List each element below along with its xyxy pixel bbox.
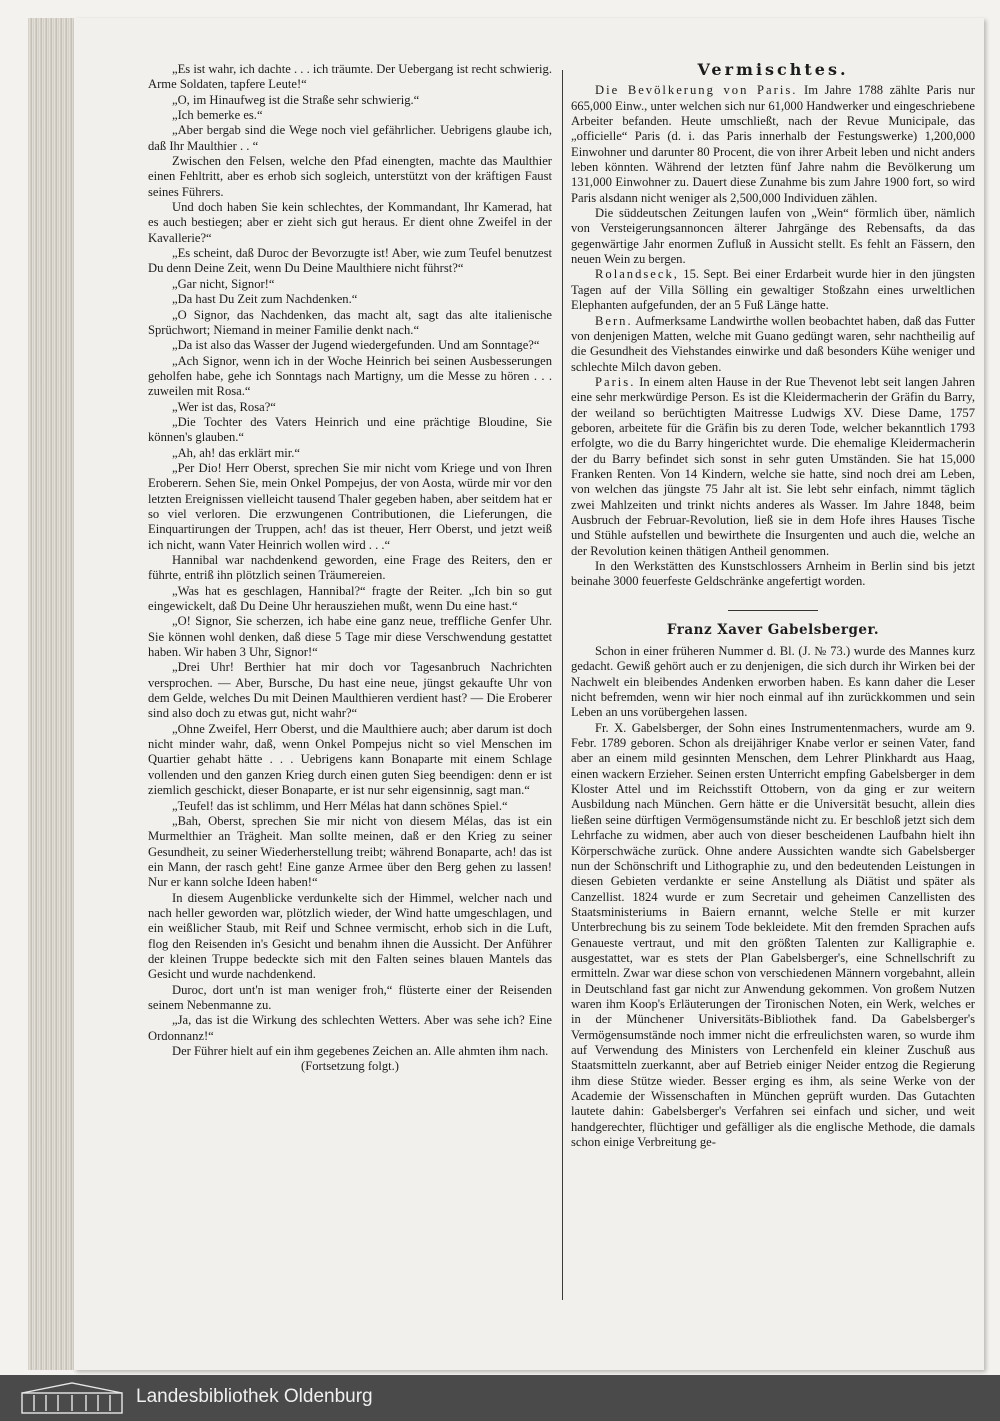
story-paragraph: Und doch haben Sie kein schlechtes, der Kommandant, Ihr Kamerad, hat es auch bestiegen; aber er zieht sich gut heraus. Er dient ohne Zweifel in der Kavallerie?“ bbox=[148, 200, 552, 245]
news-item-text: Die süddeutschen Zeitungen laufen von „Wein“ förmlich über, nämlich von Versteigerungsannoncen älterer Jahrgänge des Rebensafts, da das gegenwärtige Jahr enormen Zufluß in Aussicht stellt. Es fehlt an Fässern, den neuen Wein zu bergen. bbox=[571, 206, 975, 267]
library-building-icon bbox=[20, 1381, 124, 1415]
news-item bbox=[571, 375, 975, 559]
footer-bar bbox=[0, 1375, 1000, 1421]
story-paragraph: „Gar nicht, Signor!“ bbox=[172, 276, 275, 291]
story-paragraph: „Ah, ah! das erklärt mir.“ bbox=[172, 445, 300, 460]
column-divider bbox=[562, 70, 563, 1300]
story-paragraph: „Bah, Oberst, sprechen Sie mir nicht von diesem Mélas, das ist ein Murmelthier an Trägheit. Man sollte meinen, daß er den Krieg zu seiner Gesundheit, zu seiner Wiederherstellung treibt; während Bonaparte, ach! das ist ein Mann, der rasch geht! Eine ganze Armee über den Berg gehen zu lassen! Nur er kann solche Ideen haben!“ bbox=[148, 813, 552, 890]
news-item-text: In einem alten Hause in der Rue Thevenot lebt seit langen Jahren eine sehr merkwürdige Person. Es ist die Kleidermacherin der Gräfin du Barry, der weiland so berüchtigten Maitresse Ludwigs XV. Diese Dame, 1757 geboren, arbeitete für die Gräfin bis zu deren Tode, welcher bekanntlich 1793 erfolgte, wo die du Barry hingerichtet wurde. Die ehemalige Kleidermacherin der du Barry befindet sich sonst in sehr guten Umständen. Sie hat 15,000 Franken Renten. Von 14 Kindern, welche sie hatte, sind noch drei am Leben, von welchen das jüngste 75 Jahr alt ist. Sie lebt sehr einfach, nimmt täglich zwei Mahlzeiten und trinkt nichts anderes als Wasser. Im Jahre 1848, beim Ausbruch der Februar-Revolution, ließ sie in dem Hofe ihres Hauses Tische und Stühle aufstellen und bewirthete die Insurgenten und auch die, welche an der Revolution keinen thätigen Antheil genommen. bbox=[571, 374, 975, 558]
right-column bbox=[571, 62, 975, 1150]
story-paragraph: „Teufel! das ist schlimm, und Herr Mélas hat dann schönes Spiel.“ bbox=[172, 798, 508, 813]
news-item-lead: Die Bevölkerung von Paris. bbox=[595, 83, 798, 98]
story-paragraph: „Ich bemerke es.“ bbox=[172, 108, 263, 123]
section-separator bbox=[728, 610, 818, 611]
story-paragraph: Der Führer hielt auf ein ihm gegebenes Zeichen an. Alle ahmten ihm nach. bbox=[172, 1044, 549, 1058]
book-page-edges bbox=[28, 18, 75, 1370]
article-title: Franz Xaver Gabelsberger. bbox=[666, 621, 880, 638]
library-name: Landesbibliothek Oldenburg bbox=[136, 1386, 373, 1407]
article-body bbox=[571, 644, 975, 1150]
news-item-lead: Rolandseck, bbox=[595, 267, 679, 282]
story-paragraph: „Die Tochter des Vaters Heinrich und eine prächtige Bloudine, Sie können's glauben.“ bbox=[148, 414, 552, 445]
news-item bbox=[571, 559, 975, 590]
story-paragraph: Duroc, dort unt'n ist man weniger froh,“ flüsterte einer der Reisenden seinem Nebenmanne zu. bbox=[148, 982, 552, 1012]
news-item-text: Aufmerksame Landwirthe wollen beobachtet haben, daß das Futter von denjenigen Matten, welche mit Guano gedüngt waren, sehr nachtheilig auf die Gesundheit des Viehstandes einwirke und daß besonders Kühe weniger und schlechte Milch davon geben. bbox=[571, 313, 975, 374]
news-item-text: Im Jahre 1788 zählte Paris nur 665,000 Einw., unter welchen sich nur 61,000 Handwerker und eingeschriebene Arbeiter befanden. Heute umschließt, nach der Revue Municipale, das „officielle“ Paris (d. i. das Paris innerhalb der Festungswerke) 1,200,000 Einwohner und darunter 80 Procent, die von ihrer Arbeit leben und nicht anders leben könnten. Während der letzten fünf Jahre nahm die Bevölkerung um 131,000 Einwohner zu. Dauert diese Zunahme bis zum Jahre 1900 fort, so wird Paris alsdann nicht weniger als 2,500,000 Individuen zählen. bbox=[571, 83, 975, 205]
article-paragraph: Fr. X. Gabelsberger, der Sohn eines Instrumentenmachers, wurde am 9. Febr. 1789 geboren. Schon als dreijähriger Knabe verlor er seinen Vater, fand aber an einem mild gesinnten Menschen, dem Lehrer Plinkhardt aus Haag, einen wackern Erzieher. Seinen ersten Unterricht empfing Gabelsberger in dem Kloster Attel und im Reichsstift Ottobern, von da ging er zur weitern Ausbildung nach München. Gern hätte er die Universität besucht, allein dies ließen seine dürftigen Vermögensumstände nicht zu. Er beschloß jetzt sich dem Lehrfache zu widmen, aber auch von dieser bescheidenen Laufbahn hielt ihn Körperschwäche zurück. Ohne andere Aussichten wandte sich Gabelsberger nun der Schönschrift und Lithographie zu, und den bedeutenden Leistungen in diesen Gebieten verdankte er seine Anstellung als Diätist und später als Canzellist. 1824 wurde er zum Secretair und geheimen Canzellisten des Staatsministeriums in Baiern ernannt, welche Stelle er mit kurzer Unterbrechung bis zu seinem Tode bekleidete. Mit den fremden Sprachen aufs Genaueste vertraut, und mit den größten Talenten zur Kalligraphie e. ausgestattet, war es stets der Plan Gabelsberger's, eine Schnellschrift zu ermitteln. Zwar war diese schon von verschiedenen Männern vorgebahnt, allein in Deutschland fast gar nicht zur Anwendung gekommen. Von großem Nutzen waren ihm Koop's Erläuterungen der Tironischen Noten, ein Werk, welches er in der Münchener Universitäts-Bibliothek fand. Da Gabelsberger's Vermögensumstände noch immer nicht die erfreulichsten waren, so wurde ihm auf Verwendung des Ministers von Lerchenfeld ein kleiner Zuschuß aus Staatsmitteln zuerkannt, aber auf Betrieb einiger Neider entzog die Regierung ihm diese Stütze wieder. Besser erging es ihm, als seine Werke von der Academie der Wissenschaften in München geprüft wurden. Das Gutachten lautete dahin: Gabelsberger's Verfahren sei einfach und sicher, und weit handgerechter, flüchtiger und gefälliger als die englische Methode, die damals schon einige Verbreitung ge- bbox=[571, 720, 975, 1150]
news-item-text: In den Werkstätten des Kunstschlossers Arnheim in Berlin sind bis jetzt beinahe 3000 feuerfeste Geldschränke angefertigt worden. bbox=[571, 559, 975, 589]
story-paragraph: „Per Dio! Herr Oberst, sprechen Sie mir nicht vom Kriege und von Ihren Eroberern. Sehen Sie, mein Onkel Pompejus, der von Aosta, würde mir vor den letzten Ereignissen vielleicht tausend Thaler gegeben haben, aber seitdem hat er so viel verloren. Die erzwungenen Contributionen, die Lieferungen, die Einquartirungen der Truppen, ach! das ist theuer, Herr Oberst, und jetzt weiß ich nicht, wann Vater Heinrich wollen wird . . .“ bbox=[148, 460, 552, 552]
story-paragraph: „Aber bergab sind die Wege noch viel gefährlicher. Uebrigens glaube ich, daß Ihr Maulthier . . “ bbox=[148, 123, 552, 153]
news-item bbox=[571, 314, 975, 375]
news-item-text: 15. Sept. Bei einer Erdarbeit wurde hier in den jüngsten Tagen auf der Villa Sölling ein gewaltiger Stoßzahn eines urweltlichen Elephanten aufgefunden, der an 5 Fuß Länge hatte. bbox=[571, 267, 975, 313]
news-item bbox=[571, 83, 975, 206]
story-paragraph: Hannibal war nachdenkend geworden, eine Frage des Reiters, den er führte, entriß ihn plötzlich seinen Träumereien. bbox=[148, 553, 552, 583]
story-paragraph: „O, im Hinaufweg ist die Straße sehr schwierig.“ bbox=[172, 92, 420, 107]
story-paragraph: „Wer ist das, Rosa?“ bbox=[172, 399, 276, 414]
story-paragraph: In diesem Augenblicke verdunkelte sich der Himmel, welcher nach und nach heller geworden war, plötzlich wieder, der Wind hatte umgeschlagen, und ein weißlicher Staub, mit Reif und Schnee vermischt, erhob sich in die Luft, flog den Reisenden in's Gesicht und benahm ihnen die Aussicht. Der Anführer der kleinen Truppe bedeckte sich mit den Falten seines blauen Mantels das Gesicht und wurde nachdenkend. bbox=[148, 890, 552, 982]
story-paragraph: „Ach Signor, wenn ich in der Woche Heinrich bei seinen Ausbesserungen geholfen habe, gehe ich Sonntags nach Martigny, um die Messe zu hören . . . zuweilen mit Rosa.“ bbox=[148, 353, 552, 399]
story-paragraph: „O! Signor, Sie scherzen, ich habe eine ganz neue, treffliche Genfer Uhr. Sie können wohl denken, daß diese 5 Tage mir diese Verschwendung gestattet haben. Wir haben 3 Uhr, Signor!“ bbox=[148, 614, 552, 660]
article-paragraph: Schon in einer früheren Nummer d. Bl. (J. № 73.) wurde des Mannes kurz gedacht. Gewiß gehört auch er zu denjenigen, die sich durch ihr Wirken bei der Nachwelt ein bleibendes Andenken erworben haben. Es kann daher die Leser nicht befremden, wenn wir hier noch einmal auf ihn zurückkommen und sein Leben an uns vorübergehen lassen. bbox=[571, 644, 975, 720]
story-paragraph: Zwischen den Felsen, welche den Pfad einengten, machte das Maulthier einen Fehltritt, aber es erhob sich sogleich, unterstützt von der kräftigen Faust seines Führers. bbox=[148, 154, 552, 199]
section-title-vermischtes: Vermischtes. bbox=[697, 60, 849, 79]
vermischtes-items bbox=[571, 83, 975, 589]
story-paragraph: „O Signor, das Nachdenken, das macht alt, sagt das alte italienische Sprüchwort; Niemand in meiner Familie denkt nach.“ bbox=[148, 307, 552, 337]
story-paragraph: „Was hat es geschlagen, Hannibal?“ fragte der Reiter. „Ich bin so gut eingewickelt, daß Du Deine Uhr herausziehen mußt, wenn Du eine hast.“ bbox=[148, 583, 552, 614]
news-item-lead: Paris. bbox=[595, 374, 636, 389]
news-item-lead: Bern. bbox=[595, 313, 633, 328]
story-paragraph: „Da ist also das Wasser der Jugend wiedergefunden. Und am Sonntage?“ bbox=[172, 338, 540, 353]
story-paragraph: „Ja, das ist die Wirkung des schlechten Wetters. Aber was sehe ich? Eine Ordonnanz!“ bbox=[148, 1013, 552, 1043]
story-paragraph: „Da hast Du Zeit zum Nachdenken.“ bbox=[172, 292, 358, 307]
left-column bbox=[148, 62, 552, 1075]
story-paragraph: „Es scheint, daß Duroc der Bevorzugte ist! Aber, wie zum Teufel benutzest Du denn Deine Zeit, wenn Du Deine Maulthiere nicht führst?“ bbox=[148, 246, 552, 276]
story-paragraph: „Drei Uhr! Berthier hat mir doch vor Tagesanbruch Nachrichten versprochen. — Aber, Bursche, Du hast eine neue, jüngst gekaufte Uhr von dem Gelde, welches Du mit Deinen Maulthieren verdient hast? — Die Eroberer sind also doch zu etwas gut, nicht wahr?“ bbox=[148, 660, 552, 721]
news-item bbox=[571, 267, 975, 313]
story-paragraph: „Es ist wahr, ich dachte . . . ich träumte. Der Uebergang ist recht schwierig. Arme Soldaten, tapfere Leute!“ bbox=[148, 62, 552, 92]
story-paragraph: „Ohne Zweifel, Herr Oberst, und die Maulthiere auch; aber darum ist doch nicht minder wahr, daß, wenn Onkel Pompejus nicht so viel Menschen im Quartier gehabt hätte . . . Uebrigens kann Bonaparte mit einem Schlage vollenden und den ganzen Krieg durch einen guten Sieg beendigen: denn er ist ziemlich geschickt, dieser Bonaparte, er ist nur sehr eigensinnig, sagt man.“ bbox=[148, 721, 552, 798]
news-item bbox=[571, 206, 975, 267]
continuation-note: (Fortsetzung folgt.) bbox=[301, 1059, 399, 1074]
